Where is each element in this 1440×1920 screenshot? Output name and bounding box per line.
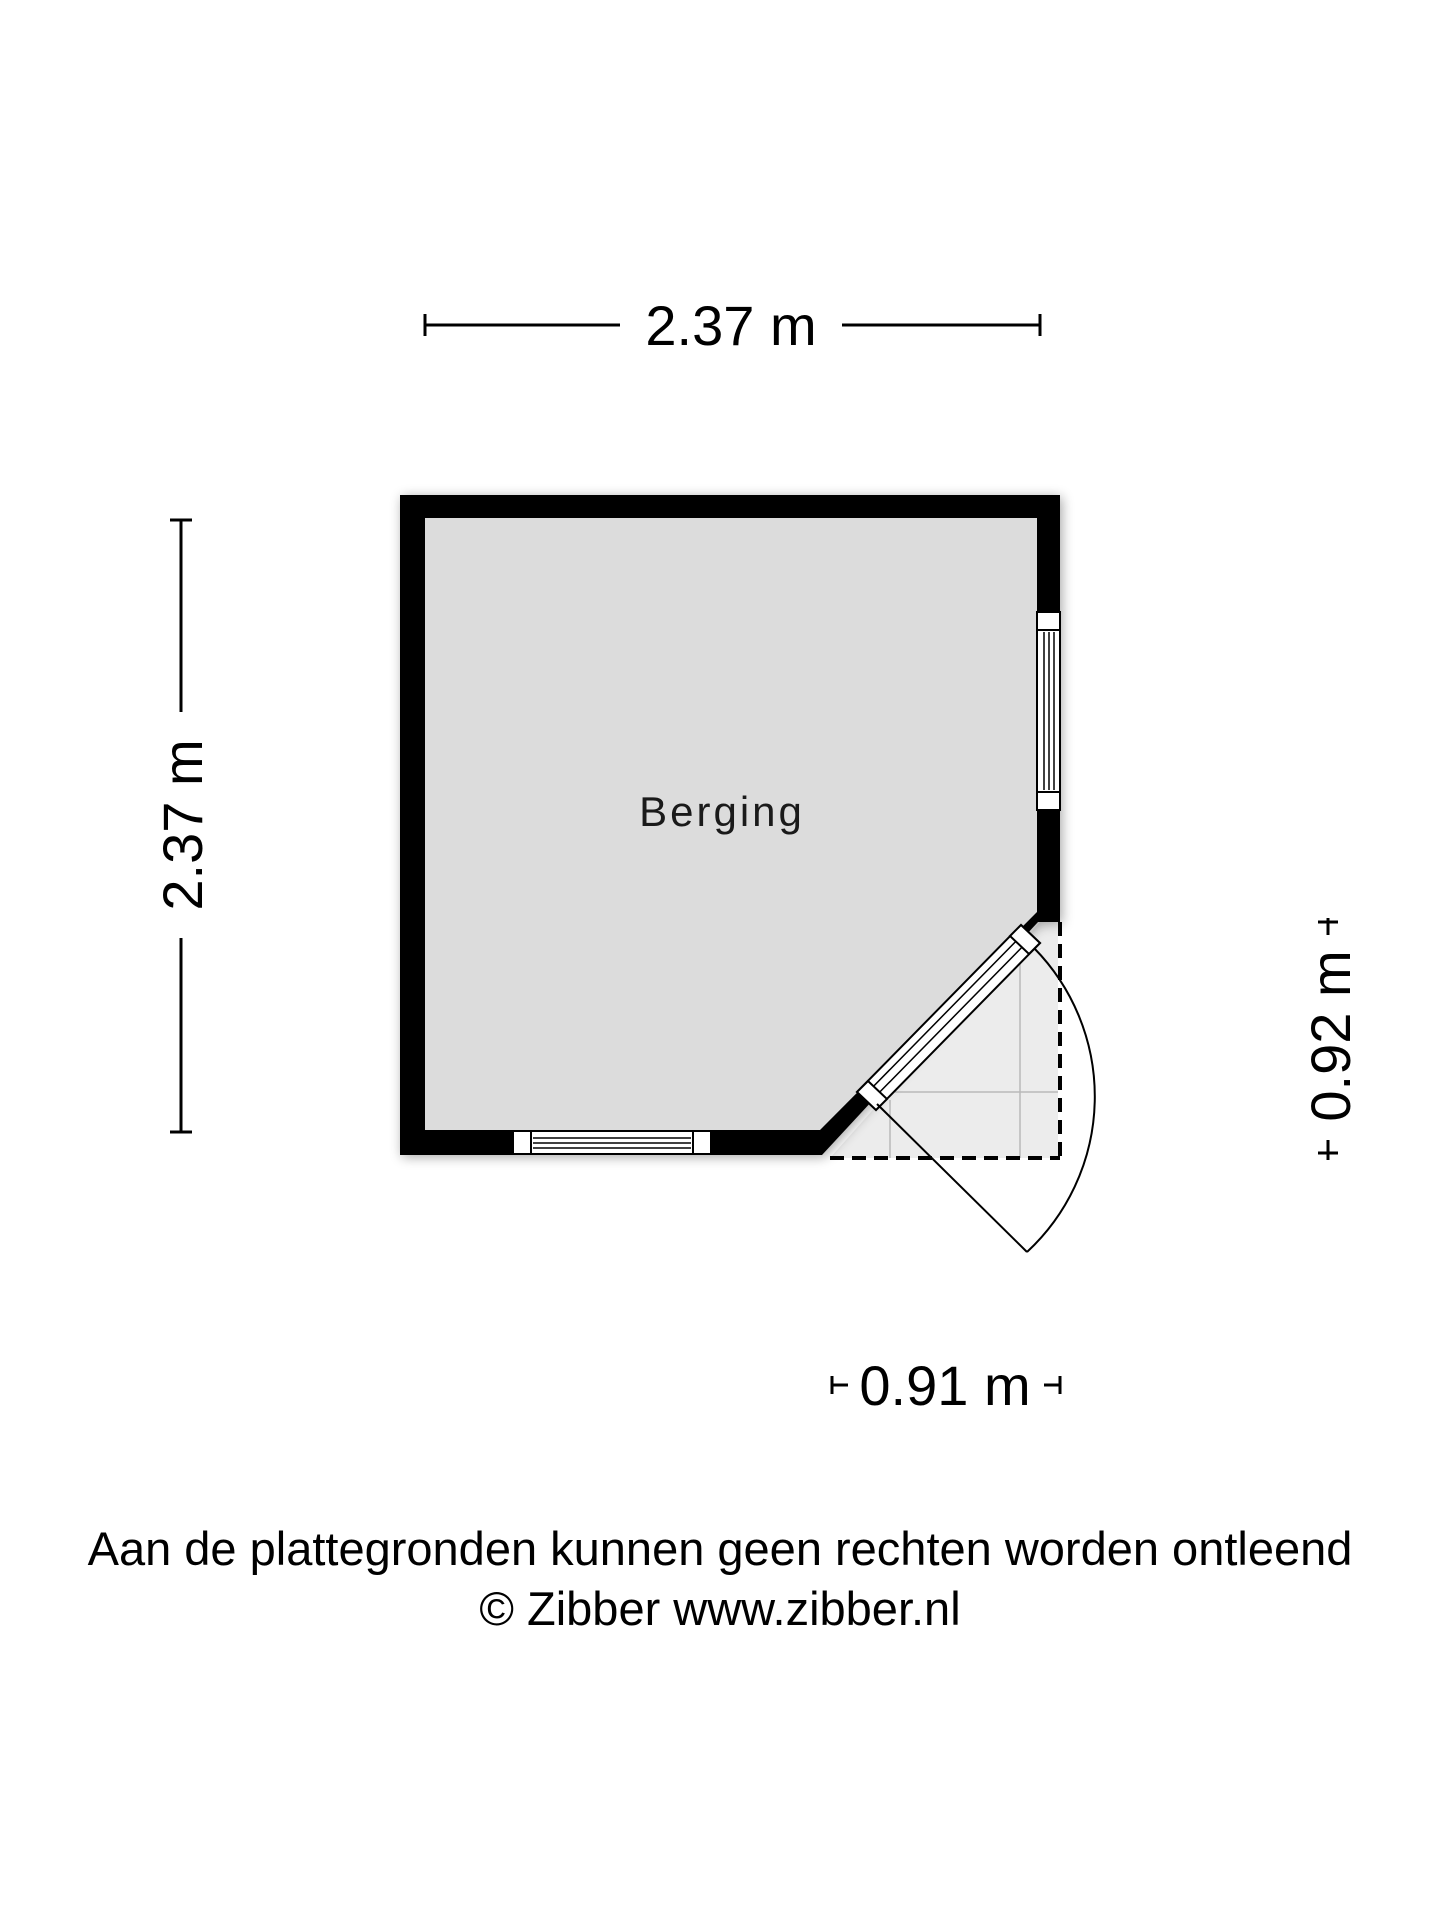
dimension-right	[1299, 918, 1362, 1160]
dimension-top-label: 2.37 m	[645, 294, 817, 357]
dimension-top	[425, 294, 1040, 357]
copyright-text: © Zibber www.zibber.nl	[479, 1582, 961, 1635]
dimension-right-label: 0.92 m	[1299, 950, 1362, 1122]
disclaimer-text: Aan de plattegronden kunnen geen rechten worden ontleend	[87, 1522, 1353, 1575]
dimension-left-label: 2.37 m	[151, 739, 214, 911]
window-right	[1037, 612, 1060, 810]
dimension-left	[151, 520, 214, 1132]
room-label: Berging	[639, 788, 805, 835]
dimension-bottom-label: 0.91 m	[859, 1354, 1031, 1417]
window-bottom	[513, 1131, 711, 1154]
dimension-bottom	[832, 1354, 1060, 1417]
